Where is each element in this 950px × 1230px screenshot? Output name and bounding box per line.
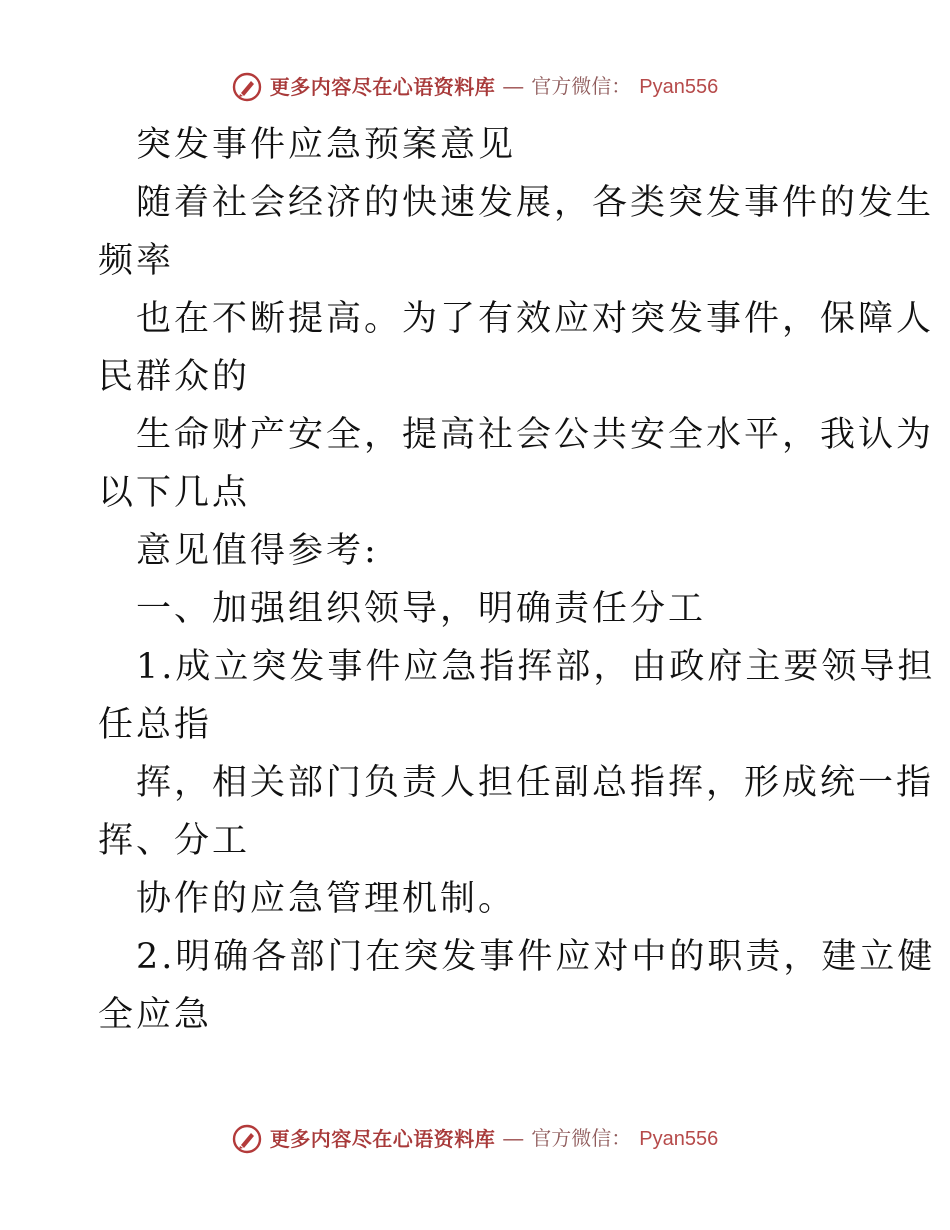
text-line: 生命财产安全，提高社会公共安全水平，我认为 [136, 415, 935, 455]
text-line: 协作的应急管理机制。 [136, 879, 517, 919]
text-line: 一、加强组织领导，明确责任分工 [136, 589, 707, 629]
text-line: 任总指 [98, 705, 213, 745]
text-line: 随着社会经济的快速发展，各类突发事件的发生 [136, 183, 935, 223]
text-line: 2.明确各部门在突发事件应对中的职责，建立健 [136, 937, 936, 977]
watermark-account: Pyan556 [639, 1128, 719, 1150]
text-line: 挥、分工 [98, 821, 251, 861]
text-line: 民群众的 [98, 357, 251, 397]
watermark-separator: — [503, 1128, 524, 1150]
header-watermark [0, 72, 950, 102]
text-line: 1.成立突发事件应急指挥部，由政府主要领导担 [136, 647, 936, 687]
watermark-official-label: 官方微信： [531, 1128, 632, 1150]
text-line: 全应急 [98, 995, 213, 1035]
text-line: 频率 [98, 241, 175, 281]
footer-watermark [0, 1124, 950, 1154]
text-line: 突发事件应急预案意见 [136, 125, 517, 165]
document-body [98, 116, 936, 1044]
watermark-official-label: 官方微信： [531, 76, 632, 98]
text-line: 以下几点 [98, 473, 251, 513]
pen-nib-logo-icon [232, 1124, 262, 1154]
watermark-text: 更多内容尽在心语资料库 [269, 1127, 496, 1151]
pen-nib-logo-icon [232, 72, 262, 102]
watermark-account: Pyan556 [639, 76, 719, 98]
watermark-text: 更多内容尽在心语资料库 [269, 75, 496, 99]
text-line: 也在不断提高。为了有效应对突发事件，保障人 [136, 299, 935, 339]
watermark-separator: — [503, 76, 524, 98]
text-line: 挥，相关部门负责人担任副总指挥，形成统一指 [136, 763, 935, 803]
text-line: 意见值得参考: [136, 531, 379, 571]
